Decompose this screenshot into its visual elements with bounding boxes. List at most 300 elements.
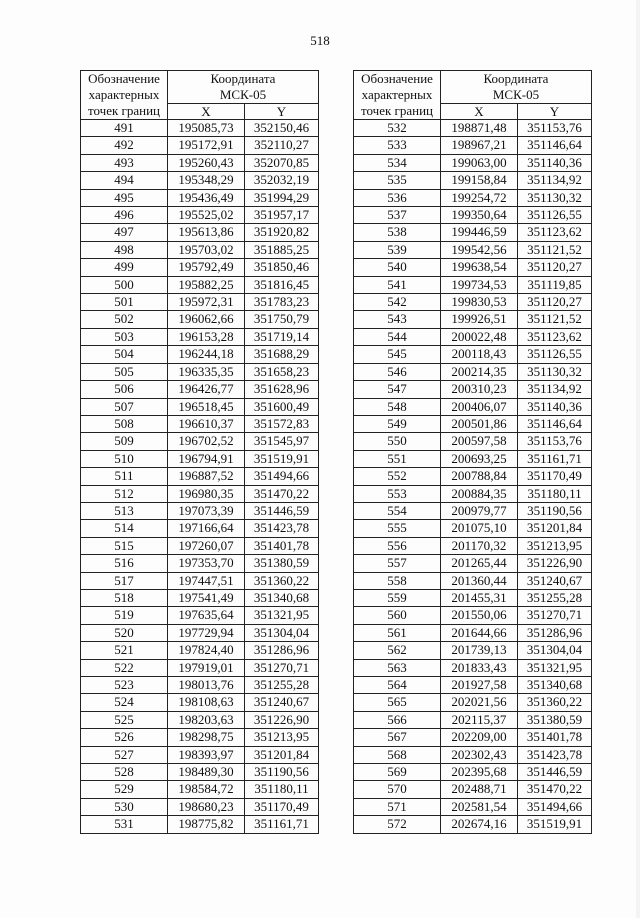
y-coordinate-cell: 351213,95 (518, 537, 592, 554)
y-coordinate-cell: 351126,55 (518, 207, 592, 224)
y-coordinate-cell: 351255,28 (518, 589, 592, 606)
x-coordinate-cell: 199638,54 (441, 259, 518, 276)
table-row (354, 415, 592, 432)
point-number-cell: 511 (81, 468, 168, 485)
point-number-cell: 557 (354, 555, 441, 572)
table-row (354, 781, 592, 798)
point-number-cell: 527 (81, 746, 168, 763)
table-row (81, 363, 319, 380)
point-number-cell: 505 (81, 363, 168, 380)
table-row (354, 589, 592, 606)
point-number-cell: 503 (81, 328, 168, 345)
x-coordinate-cell: 197260,07 (168, 537, 245, 554)
header-y: Y (245, 104, 319, 120)
y-coordinate-cell: 351161,71 (245, 816, 319, 833)
point-number-cell: 513 (81, 502, 168, 519)
y-coordinate-cell: 351240,67 (518, 572, 592, 589)
point-number-cell: 517 (81, 572, 168, 589)
header-point-label-line: Обозначение (88, 71, 160, 86)
y-coordinate-cell: 351201,84 (518, 520, 592, 537)
x-coordinate-cell: 197635,64 (168, 607, 245, 624)
table-row (354, 764, 592, 781)
table-row (81, 381, 319, 398)
y-coordinate-cell: 351190,56 (245, 764, 319, 781)
y-coordinate-cell: 351190,56 (518, 502, 592, 519)
table-row (81, 294, 319, 311)
point-number-cell: 495 (81, 189, 168, 206)
x-coordinate-cell: 195882,25 (168, 276, 245, 293)
x-coordinate-cell: 196702,52 (168, 433, 245, 450)
y-coordinate-cell: 352150,46 (245, 120, 319, 137)
x-coordinate-cell: 200214,35 (441, 363, 518, 380)
table-row (81, 154, 319, 171)
y-coordinate-cell: 351270,71 (518, 607, 592, 624)
y-coordinate-cell: 351123,62 (518, 328, 592, 345)
x-coordinate-cell: 195085,73 (168, 120, 245, 137)
point-number-cell: 500 (81, 276, 168, 293)
y-coordinate-cell: 352032,19 (245, 172, 319, 189)
header-coordinate (441, 71, 592, 104)
table-row (354, 259, 592, 276)
table-row (354, 677, 592, 694)
header-coordinate-line: МСК-05 (492, 87, 540, 102)
point-number-cell: 542 (354, 294, 441, 311)
y-coordinate-cell: 351423,78 (518, 746, 592, 763)
point-number-cell: 567 (354, 729, 441, 746)
y-coordinate-cell: 351226,90 (245, 711, 319, 728)
table-row (354, 711, 592, 728)
header-point-label (81, 71, 168, 120)
table-row (354, 172, 592, 189)
x-coordinate-cell: 198489,30 (168, 764, 245, 781)
point-number-cell: 507 (81, 398, 168, 415)
header-point-label-line: точек границ (360, 103, 434, 118)
table-row (354, 363, 592, 380)
y-coordinate-cell: 351380,59 (245, 555, 319, 572)
x-coordinate-cell: 197073,39 (168, 502, 245, 519)
x-coordinate-cell: 201075,10 (441, 520, 518, 537)
point-number-cell: 510 (81, 450, 168, 467)
table-row (354, 241, 592, 258)
y-coordinate-cell: 351321,95 (518, 659, 592, 676)
table-row (354, 572, 592, 589)
point-number-cell: 498 (81, 241, 168, 258)
x-coordinate-cell: 199542,56 (441, 241, 518, 258)
table-row (81, 555, 319, 572)
x-coordinate-cell: 199830,53 (441, 294, 518, 311)
header-coordinate-line: МСК-05 (219, 87, 267, 102)
y-coordinate-cell: 351401,78 (518, 729, 592, 746)
point-number-cell: 491 (81, 120, 168, 137)
coordinates-table-right (353, 70, 592, 834)
table-row (81, 485, 319, 502)
table-row (81, 607, 319, 624)
point-number-cell: 563 (354, 659, 441, 676)
y-coordinate-cell: 351146,64 (518, 137, 592, 154)
y-coordinate-cell: 351719,14 (245, 328, 319, 345)
table-row (81, 798, 319, 815)
y-coordinate-cell: 351130,32 (518, 189, 592, 206)
table-row (81, 207, 319, 224)
x-coordinate-cell: 195613,86 (168, 224, 245, 241)
x-coordinate-cell: 200979,77 (441, 502, 518, 519)
header-point-label-line: точек границ (87, 103, 161, 118)
x-coordinate-cell: 197166,64 (168, 520, 245, 537)
table-row (81, 642, 319, 659)
x-coordinate-cell: 196153,28 (168, 328, 245, 345)
header-x: X (441, 104, 518, 120)
y-coordinate-cell: 351628,96 (245, 381, 319, 398)
y-coordinate-cell: 351170,49 (518, 468, 592, 485)
x-coordinate-cell: 199734,53 (441, 276, 518, 293)
table-row (81, 450, 319, 467)
point-number-cell: 566 (354, 711, 441, 728)
table-row (81, 502, 319, 519)
table-row (354, 468, 592, 485)
point-number-cell: 494 (81, 172, 168, 189)
y-coordinate-cell: 351140,36 (518, 154, 592, 171)
table-row (354, 659, 592, 676)
x-coordinate-cell: 196980,35 (168, 485, 245, 502)
x-coordinate-cell: 195348,29 (168, 172, 245, 189)
point-number-cell: 565 (354, 694, 441, 711)
table-row (354, 555, 592, 572)
table-row (354, 433, 592, 450)
table-row (354, 816, 592, 833)
point-number-cell: 499 (81, 259, 168, 276)
header-x: X (168, 104, 245, 120)
table-row (354, 798, 592, 815)
table-row (81, 746, 319, 763)
table-row (354, 276, 592, 293)
y-coordinate-cell: 351134,92 (518, 381, 592, 398)
table-row (81, 781, 319, 798)
x-coordinate-cell: 195792,49 (168, 259, 245, 276)
table-row (354, 450, 592, 467)
x-coordinate-cell: 198203,63 (168, 711, 245, 728)
point-number-cell: 518 (81, 589, 168, 606)
point-number-cell: 539 (354, 241, 441, 258)
point-number-cell: 564 (354, 677, 441, 694)
y-coordinate-cell: 351134,92 (518, 172, 592, 189)
x-coordinate-cell: 198298,75 (168, 729, 245, 746)
point-number-cell: 537 (354, 207, 441, 224)
y-coordinate-cell: 351600,49 (245, 398, 319, 415)
point-number-cell: 570 (354, 781, 441, 798)
header-y: Y (518, 104, 592, 120)
y-coordinate-cell: 351423,78 (245, 520, 319, 537)
table-row (354, 729, 592, 746)
table-row (354, 642, 592, 659)
x-coordinate-cell: 198680,23 (168, 798, 245, 815)
point-number-cell: 562 (354, 642, 441, 659)
point-number-cell: 519 (81, 607, 168, 624)
point-number-cell: 502 (81, 311, 168, 328)
x-coordinate-cell: 196062,66 (168, 311, 245, 328)
table-row (354, 624, 592, 641)
point-number-cell: 536 (354, 189, 441, 206)
x-coordinate-cell: 196426,77 (168, 381, 245, 398)
table-row (354, 224, 592, 241)
y-coordinate-cell: 351885,25 (245, 241, 319, 258)
y-coordinate-cell: 351994,29 (245, 189, 319, 206)
x-coordinate-cell: 197919,01 (168, 659, 245, 676)
x-coordinate-cell: 200597,58 (441, 433, 518, 450)
y-coordinate-cell: 351120,27 (518, 294, 592, 311)
x-coordinate-cell: 201360,44 (441, 572, 518, 589)
y-coordinate-cell: 351750,79 (245, 311, 319, 328)
y-coordinate-cell: 351170,49 (245, 798, 319, 815)
table-row (81, 259, 319, 276)
point-number-cell: 556 (354, 537, 441, 554)
y-coordinate-cell: 351494,66 (518, 798, 592, 815)
table-row (354, 311, 592, 328)
x-coordinate-cell: 202209,00 (441, 729, 518, 746)
x-coordinate-cell: 200788,84 (441, 468, 518, 485)
point-number-cell: 504 (81, 346, 168, 363)
y-coordinate-cell: 351180,11 (518, 485, 592, 502)
table-row (81, 589, 319, 606)
y-coordinate-cell: 351545,97 (245, 433, 319, 450)
header-point-label-line: характерных (88, 87, 160, 102)
point-number-cell: 548 (354, 398, 441, 415)
y-coordinate-cell: 351380,59 (518, 711, 592, 728)
y-coordinate-cell: 351494,66 (245, 468, 319, 485)
table-body-left (81, 120, 319, 834)
point-number-cell: 531 (81, 816, 168, 833)
page-number: 518 (310, 33, 330, 48)
x-coordinate-cell: 201739,13 (441, 642, 518, 659)
table-row (354, 694, 592, 711)
x-coordinate-cell: 196794,91 (168, 450, 245, 467)
x-coordinate-cell: 199350,64 (441, 207, 518, 224)
x-coordinate-cell: 196335,35 (168, 363, 245, 380)
point-number-cell: 561 (354, 624, 441, 641)
point-number-cell: 523 (81, 677, 168, 694)
point-number-cell: 514 (81, 520, 168, 537)
x-coordinate-cell: 197824,40 (168, 642, 245, 659)
x-coordinate-cell: 199158,84 (441, 172, 518, 189)
x-coordinate-cell: 198584,72 (168, 781, 245, 798)
x-coordinate-cell: 197729,94 (168, 624, 245, 641)
y-coordinate-cell: 351123,62 (518, 224, 592, 241)
x-coordinate-cell: 201550,06 (441, 607, 518, 624)
point-number-cell: 532 (354, 120, 441, 137)
table-body-right (354, 120, 592, 834)
x-coordinate-cell: 201644,66 (441, 624, 518, 641)
x-coordinate-cell: 200118,43 (441, 346, 518, 363)
y-coordinate-cell: 351321,95 (245, 607, 319, 624)
table-row (81, 764, 319, 781)
y-coordinate-cell: 351140,36 (518, 398, 592, 415)
x-coordinate-cell: 198013,76 (168, 677, 245, 694)
point-number-cell: 529 (81, 781, 168, 798)
y-coordinate-cell: 351572,83 (245, 415, 319, 432)
x-coordinate-cell: 202115,37 (441, 711, 518, 728)
table-row (81, 624, 319, 641)
y-coordinate-cell: 351286,96 (245, 642, 319, 659)
point-number-cell: 492 (81, 137, 168, 154)
point-number-cell: 501 (81, 294, 168, 311)
header-point-label-line: Обозначение (361, 71, 433, 86)
x-coordinate-cell: 202021,56 (441, 694, 518, 711)
point-number-cell: 543 (354, 311, 441, 328)
x-coordinate-cell: 197353,70 (168, 555, 245, 572)
point-number-cell: 572 (354, 816, 441, 833)
table-row (354, 207, 592, 224)
x-coordinate-cell: 199926,51 (441, 311, 518, 328)
point-number-cell: 541 (354, 276, 441, 293)
table-row (354, 537, 592, 554)
table-row (354, 381, 592, 398)
x-coordinate-cell: 198108,63 (168, 694, 245, 711)
point-number-cell: 569 (354, 764, 441, 781)
point-number-cell: 526 (81, 729, 168, 746)
point-number-cell: 555 (354, 520, 441, 537)
y-coordinate-cell: 351201,84 (245, 746, 319, 763)
point-number-cell: 512 (81, 485, 168, 502)
y-coordinate-cell: 351304,04 (518, 642, 592, 659)
y-coordinate-cell: 351240,67 (245, 694, 319, 711)
y-coordinate-cell: 351658,23 (245, 363, 319, 380)
table-row (81, 189, 319, 206)
x-coordinate-cell: 195525,02 (168, 207, 245, 224)
y-coordinate-cell: 351130,32 (518, 363, 592, 380)
point-number-cell: 535 (354, 172, 441, 189)
y-coordinate-cell: 351470,22 (245, 485, 319, 502)
x-coordinate-cell: 195172,91 (168, 137, 245, 154)
y-coordinate-cell: 351270,71 (245, 659, 319, 676)
point-number-cell: 493 (81, 154, 168, 171)
x-coordinate-cell: 195972,31 (168, 294, 245, 311)
table-row (81, 276, 319, 293)
point-number-cell: 524 (81, 694, 168, 711)
header-coordinate-line: Координата (483, 71, 549, 86)
y-coordinate-cell: 352070,85 (245, 154, 319, 171)
point-number-cell: 497 (81, 224, 168, 241)
x-coordinate-cell: 195260,43 (168, 154, 245, 171)
point-number-cell: 528 (81, 764, 168, 781)
y-coordinate-cell: 351688,29 (245, 346, 319, 363)
x-coordinate-cell: 199446,59 (441, 224, 518, 241)
header-point-label (354, 71, 441, 120)
point-number-cell: 520 (81, 624, 168, 641)
table-row (81, 120, 319, 137)
y-coordinate-cell: 351957,17 (245, 207, 319, 224)
y-coordinate-cell: 351401,78 (245, 537, 319, 554)
table-row (354, 346, 592, 363)
y-coordinate-cell: 351446,59 (245, 502, 319, 519)
table-row (354, 398, 592, 415)
point-number-cell: 553 (354, 485, 441, 502)
point-number-cell: 521 (81, 642, 168, 659)
y-coordinate-cell: 351226,90 (518, 555, 592, 572)
y-coordinate-cell: 351304,04 (245, 624, 319, 641)
y-coordinate-cell: 351126,55 (518, 346, 592, 363)
y-coordinate-cell: 351519,91 (245, 450, 319, 467)
point-number-cell: 533 (354, 137, 441, 154)
y-coordinate-cell: 351146,64 (518, 415, 592, 432)
x-coordinate-cell: 199254,72 (441, 189, 518, 206)
x-coordinate-cell: 196244,18 (168, 346, 245, 363)
x-coordinate-cell: 201927,58 (441, 677, 518, 694)
table-row (354, 746, 592, 763)
table-row (81, 729, 319, 746)
table-row (81, 468, 319, 485)
y-coordinate-cell: 351121,52 (518, 311, 592, 328)
table-row (354, 294, 592, 311)
table-row (81, 398, 319, 415)
x-coordinate-cell: 196610,37 (168, 415, 245, 432)
header-point-label-line: характерных (361, 87, 433, 102)
point-number-cell: 550 (354, 433, 441, 450)
y-coordinate-cell: 351470,22 (518, 781, 592, 798)
y-coordinate-cell: 351153,76 (518, 120, 592, 137)
table-row (354, 485, 592, 502)
table-row (354, 137, 592, 154)
x-coordinate-cell: 198775,82 (168, 816, 245, 833)
table-row (81, 711, 319, 728)
y-coordinate-cell: 352110,27 (245, 137, 319, 154)
x-coordinate-cell: 200406,07 (441, 398, 518, 415)
x-coordinate-cell: 198967,21 (441, 137, 518, 154)
x-coordinate-cell: 200501,86 (441, 415, 518, 432)
y-coordinate-cell: 351360,22 (518, 694, 592, 711)
table-row (81, 572, 319, 589)
y-coordinate-cell: 351121,52 (518, 241, 592, 258)
x-coordinate-cell: 202302,43 (441, 746, 518, 763)
table-row (81, 137, 319, 154)
point-number-cell: 554 (354, 502, 441, 519)
table-row (81, 311, 319, 328)
y-coordinate-cell: 351120,27 (518, 259, 592, 276)
x-coordinate-cell: 200693,25 (441, 450, 518, 467)
point-number-cell: 560 (354, 607, 441, 624)
y-coordinate-cell: 351161,71 (518, 450, 592, 467)
point-number-cell: 568 (354, 746, 441, 763)
x-coordinate-cell: 202395,68 (441, 764, 518, 781)
point-number-cell: 506 (81, 381, 168, 398)
y-coordinate-cell: 351446,59 (518, 764, 592, 781)
x-coordinate-cell: 195436,49 (168, 189, 245, 206)
x-coordinate-cell: 200310,23 (441, 381, 518, 398)
coordinates-table-left (80, 70, 319, 834)
table-row (81, 816, 319, 833)
point-number-cell: 547 (354, 381, 441, 398)
y-coordinate-cell: 351255,28 (245, 677, 319, 694)
table-row (81, 172, 319, 189)
point-number-cell: 545 (354, 346, 441, 363)
point-number-cell: 534 (354, 154, 441, 171)
x-coordinate-cell: 197447,51 (168, 572, 245, 589)
table-row (354, 154, 592, 171)
header-coordinate-line: Координата (210, 71, 276, 86)
x-coordinate-cell: 196518,45 (168, 398, 245, 415)
table-row (81, 328, 319, 345)
table-row (354, 607, 592, 624)
x-coordinate-cell: 202581,54 (441, 798, 518, 815)
point-number-cell: 546 (354, 363, 441, 380)
point-number-cell: 549 (354, 415, 441, 432)
point-number-cell: 538 (354, 224, 441, 241)
x-coordinate-cell: 197541,49 (168, 589, 245, 606)
table-row (81, 537, 319, 554)
table-row (354, 502, 592, 519)
y-coordinate-cell: 351119,85 (518, 276, 592, 293)
point-number-cell: 509 (81, 433, 168, 450)
x-coordinate-cell: 196887,52 (168, 468, 245, 485)
point-number-cell: 544 (354, 328, 441, 345)
